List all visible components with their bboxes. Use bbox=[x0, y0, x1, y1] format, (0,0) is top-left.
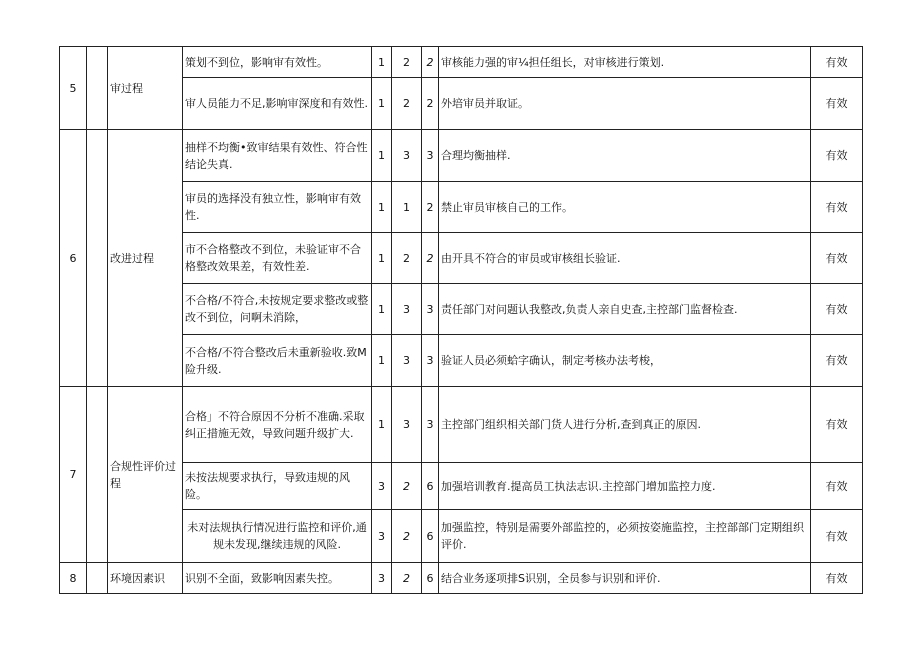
control-measure: 加强监控，特别是需要外部监控的，必须按姿施监控，主控部部门定期组织评价. bbox=[439, 510, 811, 563]
control-measure: 结合业务逐项排S识别，全员参与识别和评价. bbox=[439, 563, 811, 594]
score-b: 2 bbox=[392, 78, 422, 130]
result-status: 有效 bbox=[811, 463, 863, 510]
control-measure: 由开具不符合的审员或审核组长验证. bbox=[439, 233, 811, 284]
result-status: 有效 bbox=[811, 284, 863, 335]
score-c: 6 bbox=[422, 510, 439, 563]
risk-description: 策划不到位，影响审有效性。 bbox=[183, 47, 372, 78]
blank-cell bbox=[87, 387, 108, 563]
risk-description: 审人员能力不足,影响审深度和有效性. bbox=[183, 78, 372, 130]
result-status: 有效 bbox=[811, 182, 863, 233]
score-a: 1 bbox=[372, 335, 392, 387]
score-b: 2 bbox=[392, 563, 422, 594]
result-status: 有效 bbox=[811, 233, 863, 284]
score-a: 3 bbox=[372, 463, 392, 510]
table-row bbox=[60, 563, 863, 594]
risk-description: 不合格/不符合整改后未重新验收.致M险升级. bbox=[183, 335, 372, 387]
table-row bbox=[60, 47, 863, 78]
score-c: 3 bbox=[422, 387, 439, 463]
table-row bbox=[60, 130, 863, 182]
score-c: 2 bbox=[422, 47, 439, 78]
score-b: 1 bbox=[392, 182, 422, 233]
process-name: 改进过程 bbox=[108, 130, 183, 387]
score-c: 3 bbox=[422, 335, 439, 387]
score-b: 3 bbox=[392, 130, 422, 182]
process-name: 合规性评价过程 bbox=[108, 387, 183, 563]
process-name: 审过程 bbox=[108, 47, 183, 130]
section-number: 5 bbox=[60, 47, 87, 130]
score-c: 6 bbox=[422, 563, 439, 594]
control-measure: 外培审员并取证。 bbox=[439, 78, 811, 130]
score-b: 3 bbox=[392, 335, 422, 387]
result-status: 有效 bbox=[811, 563, 863, 594]
score-c: 6 bbox=[422, 463, 439, 510]
risk-control-table bbox=[59, 46, 863, 594]
score-a: 1 bbox=[372, 78, 392, 130]
score-a: 1 bbox=[372, 182, 392, 233]
score-a: 3 bbox=[372, 510, 392, 563]
score-c: 2 bbox=[422, 233, 439, 284]
section-number: 6 bbox=[60, 130, 87, 387]
result-status: 有效 bbox=[811, 335, 863, 387]
control-measure: 责任部门对问题认我整改,负责人亲自史查,主控部门监督检查. bbox=[439, 284, 811, 335]
table-row bbox=[60, 387, 863, 463]
risk-description: 审员的选择没有独立性，影响审有效性. bbox=[183, 182, 372, 233]
process-name: 环境因素识 bbox=[108, 563, 183, 594]
result-status: 有效 bbox=[811, 47, 863, 78]
control-measure: 合理均衡抽样. bbox=[439, 130, 811, 182]
score-c: 3 bbox=[422, 284, 439, 335]
score-b: 2 bbox=[392, 510, 422, 563]
score-b: 2 bbox=[392, 47, 422, 78]
result-status: 有效 bbox=[811, 130, 863, 182]
blank-cell bbox=[87, 47, 108, 130]
risk-description: 抽样不均衡•致审结果有效性、符合性结论失真. bbox=[183, 130, 372, 182]
score-b: 3 bbox=[392, 284, 422, 335]
score-a: 1 bbox=[372, 284, 392, 335]
risk-description: 识别不全面，致影响因素失控。 bbox=[183, 563, 372, 594]
risk-description: 合格」不符合原因不分析不准确.采取纠正措施无效，导致问题升级扩大. bbox=[183, 387, 372, 463]
control-measure: 加强培训教育.提高员工执法志识.主控部门增加监控力度. bbox=[439, 463, 811, 510]
risk-description: 未按法规要求执行，导致违规的风险。 bbox=[183, 463, 372, 510]
risk-description: 不合格/不符合,未按规定要求整改或整改不到位，问啊未消除， bbox=[183, 284, 372, 335]
score-c: 2 bbox=[422, 182, 439, 233]
score-b: 2 bbox=[392, 233, 422, 284]
control-measure: 主控部门组织相关部门货人进行分析,查到真正的原因. bbox=[439, 387, 811, 463]
score-a: 1 bbox=[372, 47, 392, 78]
risk-description: 市不合格整改不到位，未验证审不合格整改效果差，有效性差. bbox=[183, 233, 372, 284]
risk-description: 未对法规执行情况进行监控和评价,通规未发现,继续违规的风险. bbox=[183, 510, 372, 563]
score-a: 1 bbox=[372, 387, 392, 463]
result-status: 有效 bbox=[811, 387, 863, 463]
score-a: 1 bbox=[372, 233, 392, 284]
score-a: 1 bbox=[372, 130, 392, 182]
section-number: 7 bbox=[60, 387, 87, 563]
blank-cell bbox=[87, 563, 108, 594]
control-measure: 禁止审员审核自己的工作。 bbox=[439, 182, 811, 233]
score-a: 3 bbox=[372, 563, 392, 594]
score-c: 2 bbox=[422, 78, 439, 130]
blank-cell bbox=[87, 130, 108, 387]
score-b: 2 bbox=[392, 463, 422, 510]
result-status: 有效 bbox=[811, 78, 863, 130]
score-b: 3 bbox=[392, 387, 422, 463]
control-measure: 审核能力强的审¼担任组长，对审核进行策划. bbox=[439, 47, 811, 78]
section-number: 8 bbox=[60, 563, 87, 594]
score-c: 3 bbox=[422, 130, 439, 182]
control-measure: 验证人员必须蛤字确认，制定考核办法考梭， bbox=[439, 335, 811, 387]
result-status: 有效 bbox=[811, 510, 863, 563]
